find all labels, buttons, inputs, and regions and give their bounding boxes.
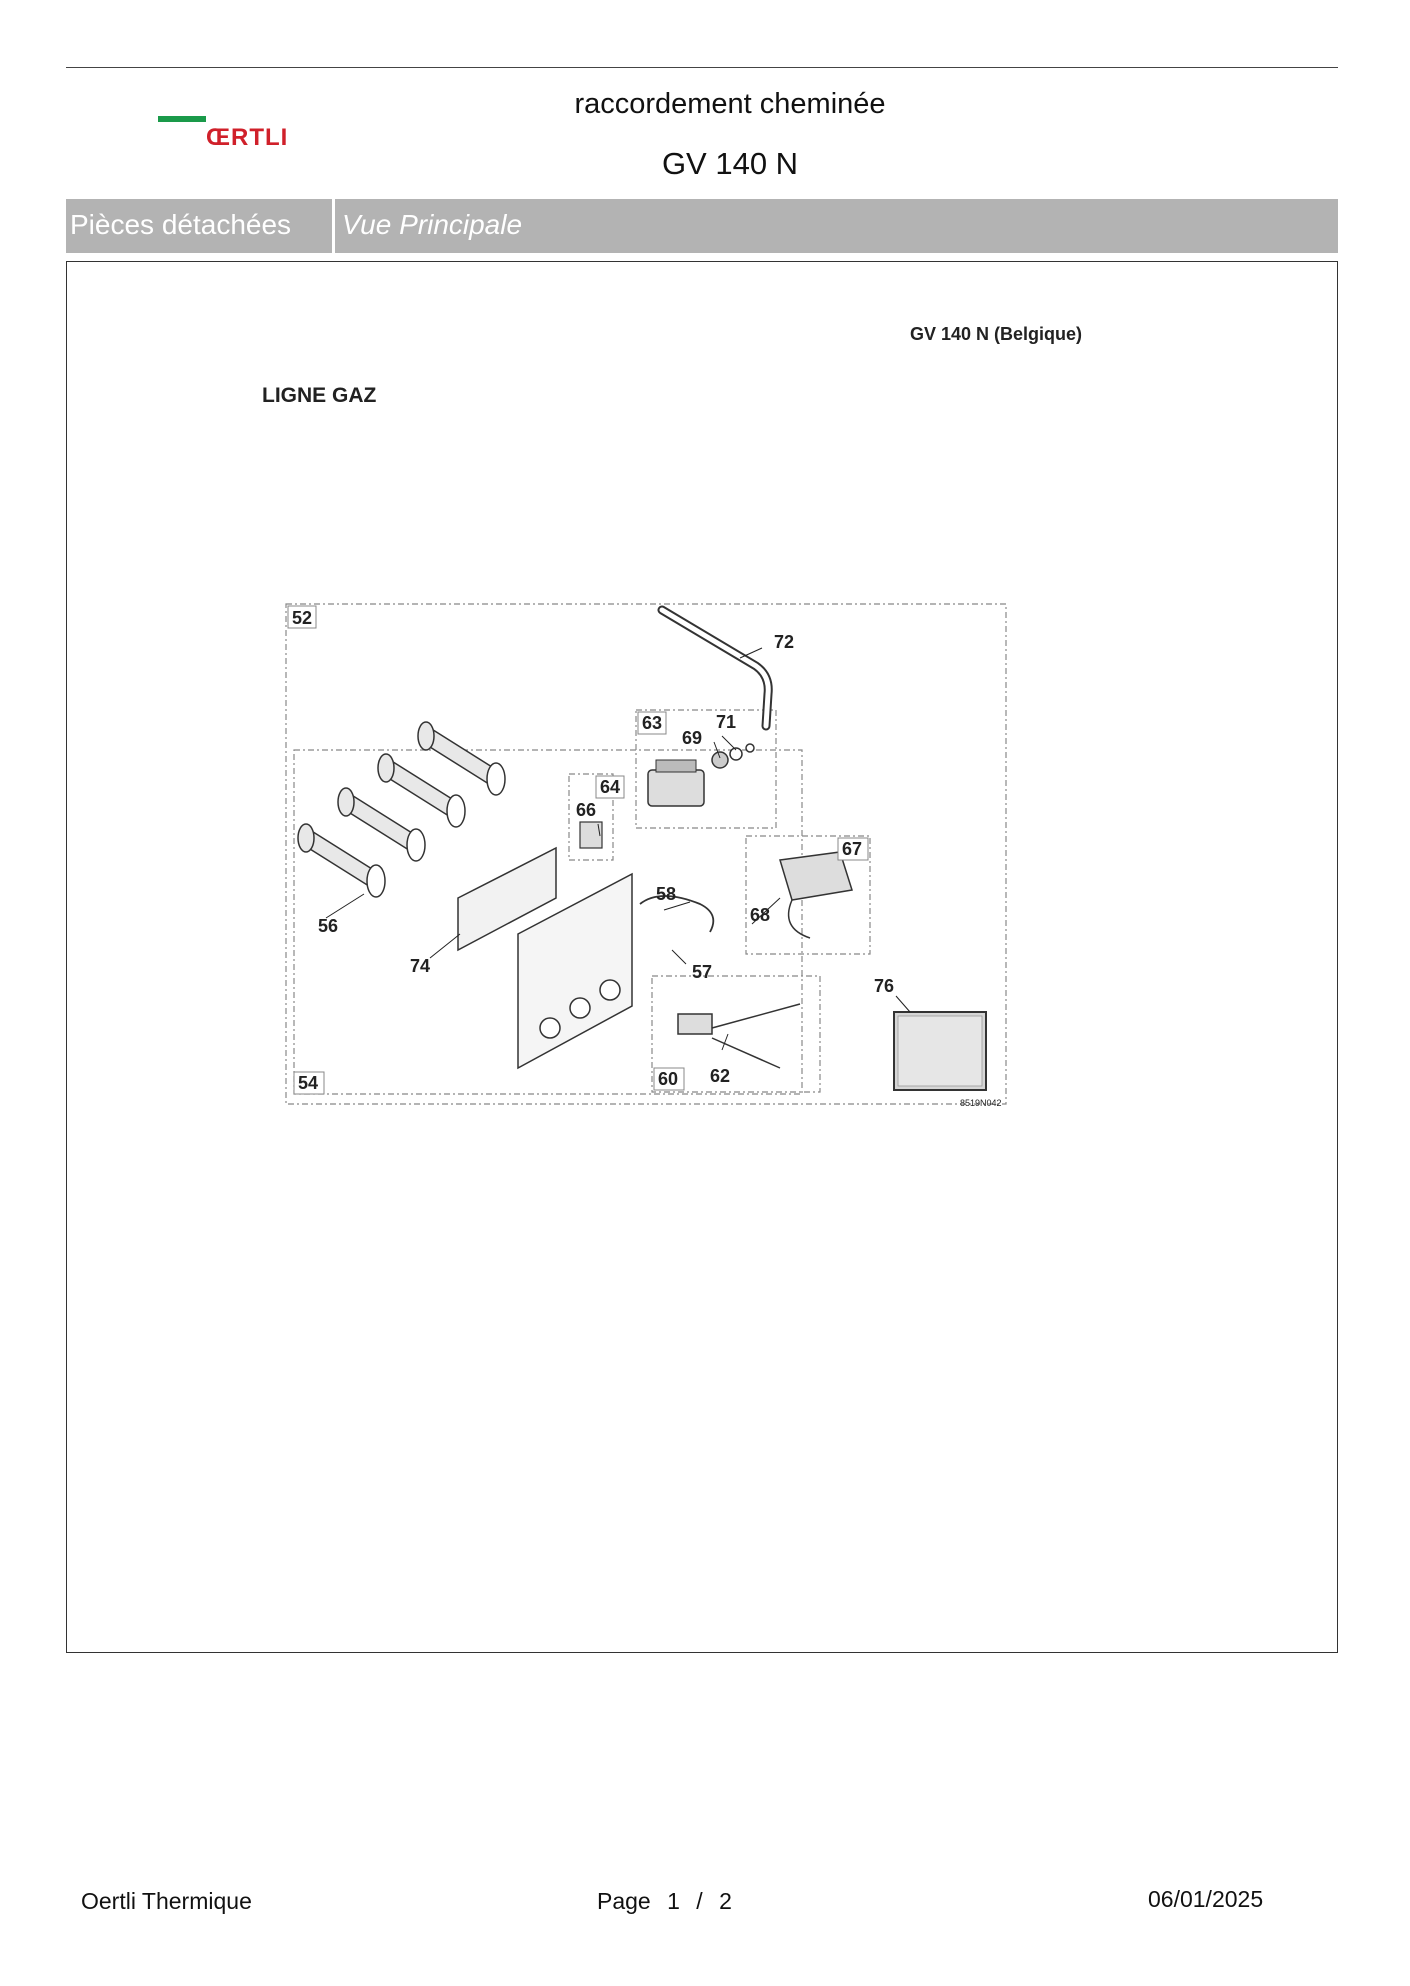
part-69: 69 (682, 728, 703, 748)
part-63: 63 (642, 713, 663, 733)
part-52: 52 (292, 608, 313, 628)
part-72: 72 (774, 632, 795, 652)
page-separator: / (696, 1888, 703, 1914)
part-57: 57 (692, 962, 713, 982)
footer-date: 06/01/2025 (1148, 1886, 1264, 1912)
figure-heading: LIGNE GAZ (262, 384, 377, 407)
control-box (780, 852, 852, 938)
document-model: GV 140 N (661, 146, 799, 181)
figure-reference-code: 8519N042 (960, 1098, 1002, 1108)
part-64: 64 (600, 777, 621, 797)
exploded-parts-diagram (280, 598, 1020, 1118)
part-71: 71 (716, 712, 737, 732)
part-54: 54 (298, 1073, 319, 1093)
footer-company: Oertli Thermique (81, 1888, 252, 1914)
logo-white-bar (206, 116, 254, 122)
figure-model-label: GV 140 N (Belgique) (910, 324, 1083, 344)
tab-divider (332, 199, 335, 253)
page-total: 2 (719, 1888, 732, 1914)
page-label: Page (597, 1888, 651, 1914)
part-76: 76 (874, 976, 895, 996)
pilot-burner (678, 1004, 800, 1068)
part-66: 66 (576, 800, 597, 820)
logo-wordmark: ŒRTLI (206, 124, 289, 151)
part-58: 58 (656, 884, 677, 904)
part-68: 68 (750, 905, 771, 925)
tab-spare-parts[interactable]: Pièces détachées (70, 209, 292, 240)
burner-tubes (298, 722, 505, 897)
gas-pipe (662, 610, 768, 726)
brand-logo (158, 112, 308, 152)
section-bar (66, 199, 1338, 253)
part-62: 62 (710, 1066, 731, 1086)
tab-main-view[interactable]: Vue Principale (342, 209, 523, 240)
logo-green-bar (158, 116, 206, 122)
part-60: 60 (658, 1069, 679, 1089)
filter-pad (894, 1012, 986, 1090)
part-67: 67 (842, 839, 863, 859)
page-current: 1 (667, 1888, 680, 1914)
header-rule (66, 67, 1338, 68)
document-title: raccordement cheminée (574, 88, 886, 120)
ignition-cable (640, 896, 713, 932)
gas-valve (648, 744, 754, 806)
part-74: 74 (410, 956, 431, 976)
part-56: 56 (318, 916, 339, 936)
footer-pagination (597, 1888, 742, 1915)
